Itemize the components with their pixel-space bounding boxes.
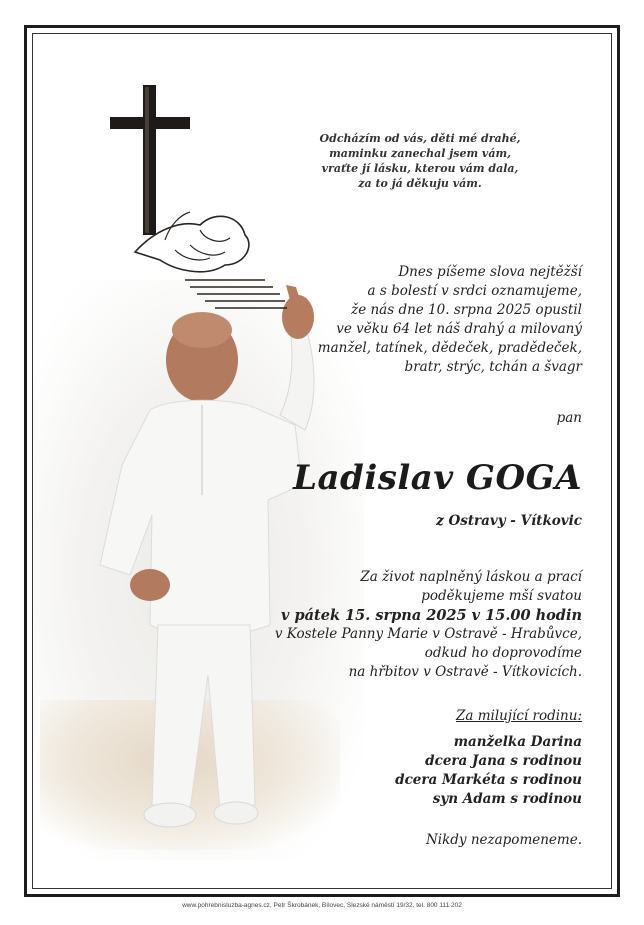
poem-line: Odcházím od vás, děti mé drahé, bbox=[319, 132, 521, 145]
closing-text: Nikdy nezapomeneme. bbox=[425, 832, 582, 848]
poem-line: maminku zanechal jsem vám, bbox=[329, 147, 511, 160]
service-line: v Kostele Panny Marie v Ostravě - Hrabůvce, bbox=[274, 626, 582, 642]
poem-line: vraťte jí lásku, kterou vám dala, bbox=[321, 162, 519, 175]
family-member: syn Adam s rodinou bbox=[432, 791, 582, 807]
announcement-line: a s bolestí v srdci oznamujeme, bbox=[367, 283, 582, 299]
origin: z Ostravy - Vítkovic bbox=[436, 513, 582, 529]
announcement-line: ve věku 64 let náš drahý a milovaný bbox=[336, 321, 582, 337]
service-line: na hřbitov v Ostravě - Vítkovicích. bbox=[348, 664, 582, 680]
service-line: Za život naplněný láskou a prací bbox=[360, 569, 582, 585]
service-datetime: v pátek 15. srpna 2025 v 15.00 hodin bbox=[281, 607, 582, 624]
service-line: odkud ho doprovodíme bbox=[424, 645, 582, 661]
family-heading: Za milující rodinu: bbox=[455, 708, 582, 724]
family-list bbox=[342, 707, 582, 809]
family-member: manželka Darina bbox=[453, 734, 582, 750]
family-member: dcera Markéta s rodinou bbox=[395, 772, 582, 788]
footer-contact: www.pohrebnisluzba-agnes.cz, Petr Škrobánek, Bílovec, Slezské náměstí 19/32, tel. 800 111 202 bbox=[182, 902, 462, 909]
announcement-line: že nás dne 10. srpna 2025 opustil bbox=[351, 302, 582, 318]
title-prefix: pan bbox=[556, 410, 582, 426]
announcement-line: manžel, tatínek, dědeček, pradědeček, bbox=[317, 340, 582, 356]
service-line: poděkujeme mší svatou bbox=[421, 588, 582, 604]
family-member: dcera Jana s rodinou bbox=[425, 753, 582, 769]
service-info bbox=[262, 568, 582, 682]
deceased-name: Ladislav GOGA bbox=[293, 458, 582, 498]
poem bbox=[290, 131, 550, 191]
poem-line: za to já děkuju vám. bbox=[358, 177, 482, 190]
announcement bbox=[262, 263, 582, 377]
announcement-line: bratr, strýc, tchán a švagr bbox=[404, 359, 582, 375]
announcement-line: Dnes píšeme slova nejtěžší bbox=[398, 264, 582, 280]
